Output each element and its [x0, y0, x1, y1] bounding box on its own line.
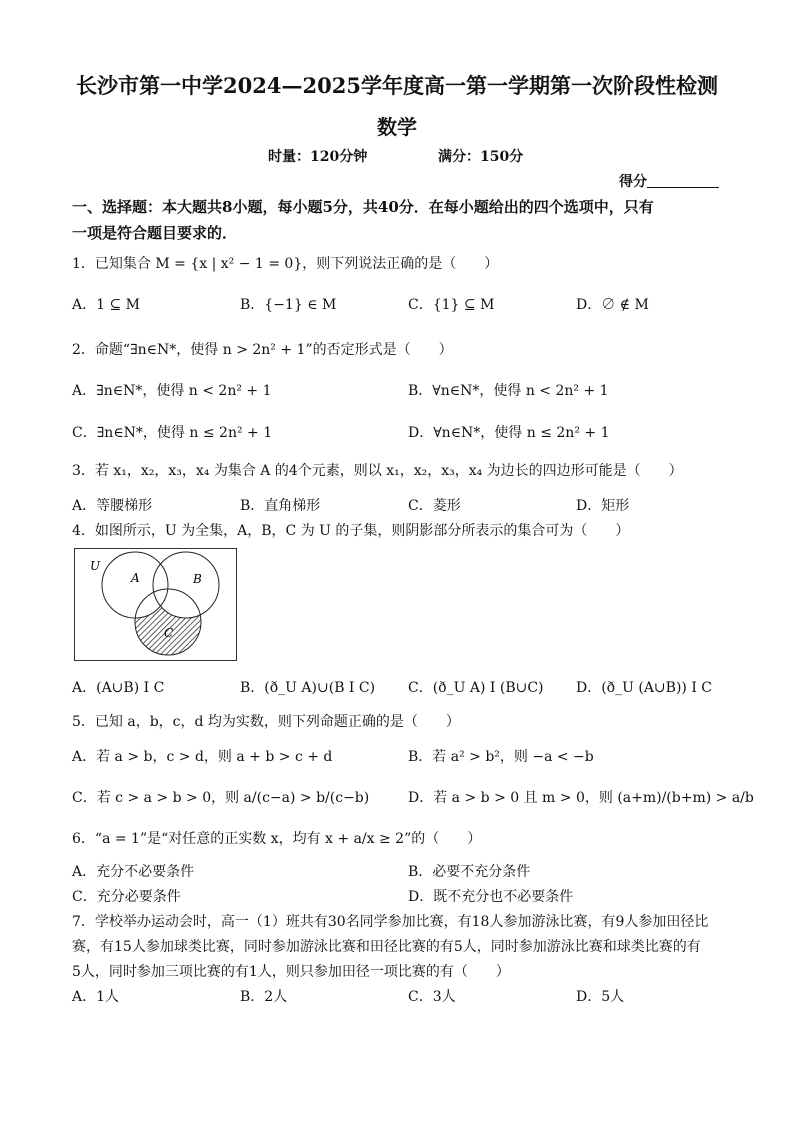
- label-u: U: [90, 559, 101, 573]
- q2-option-a[interactable]: A．∃n∈N*，使得 n < 2n² + 1: [72, 383, 272, 399]
- q6-option-b[interactable]: B．必要不充分条件: [408, 864, 531, 880]
- q5-option-d[interactable]: D．若 a > b > 0 且 m > 0，则 (a+m)/(b+m) > a/b: [408, 790, 754, 806]
- q4-option-c[interactable]: C．(ð_U A) I (B∪C): [408, 680, 544, 696]
- q4-option-d[interactable]: D．(ð_U (A∪B)) I C: [576, 680, 713, 696]
- q3-option-d[interactable]: D．矩形: [576, 498, 630, 514]
- q3-option-c[interactable]: C．菱形: [408, 498, 461, 514]
- q2-option-d[interactable]: D．∀n∈N*，使得 n ≤ 2n² + 1: [408, 425, 610, 441]
- q4-stem: 4．如图所示，U 为全集，A，B，C 为 U 的子集，则阴影部分所表示的集合可为（ ）: [72, 523, 630, 539]
- section1-line2: 一项是符合题目要求的．: [72, 224, 238, 242]
- q7-option-d[interactable]: D．5人: [576, 989, 625, 1005]
- q5-option-a[interactable]: A．若 a > b，c > d，则 a + b > c + d: [72, 749, 333, 765]
- q5-option-b[interactable]: B．若 a² > b²，则 −a < −b: [408, 749, 594, 765]
- score-blank[interactable]: [647, 173, 719, 188]
- q6-option-a[interactable]: A．充分不必要条件: [72, 864, 195, 880]
- q2-option-b[interactable]: B．∀n∈N*，使得 n < 2n² + 1: [408, 383, 609, 399]
- q1-option-c[interactable]: C．{1} ⊆ M: [408, 297, 495, 313]
- q7-line2: 赛，有15人参加球类比赛，同时参加游泳比赛和田径比赛的有5人，同时参加游泳比赛和球类比赛的有: [72, 939, 701, 955]
- q3-option-b[interactable]: B．直角梯形: [240, 498, 321, 514]
- q2-stem: 2．命题“∃n∈N*，使得 n > 2n² + 1”的否定形式是（ ）: [72, 342, 453, 358]
- q6-stem: 6．“a = 1”是“对任意的正实数 x，均有 x + a/x ≥ 2”的（ ）: [72, 831, 482, 847]
- q7-option-c[interactable]: C．3人: [408, 989, 456, 1005]
- subject-title: 数学: [377, 115, 417, 139]
- full-score: 满分：150分: [438, 149, 524, 165]
- q4-option-b[interactable]: B．(ð_U A)∪(B I C): [240, 680, 376, 696]
- q6-option-c[interactable]: C．充分必要条件: [72, 889, 181, 905]
- q1-option-b[interactable]: B．{−1} ∈ M: [240, 297, 337, 313]
- q7-line1: 7．学校举办运动会时，高一（1）班共有30名同学参加比赛，有18人参加游泳比赛，有9人参加田径比: [72, 914, 709, 930]
- time-limit: 时量：120分钟: [268, 149, 368, 165]
- q7-line3: 5人，同时参加三项比赛的有1人，则只参加田径一项比赛的有（ ）: [72, 964, 510, 980]
- q7-option-b[interactable]: B．2人: [240, 989, 288, 1005]
- label-b: B: [193, 572, 202, 586]
- q7-option-a[interactable]: A．1人: [72, 989, 120, 1005]
- exam-title: 长沙市第一中学2024—2025学年度高一第一学期第一次阶段性检测: [76, 73, 718, 98]
- score-field: [619, 173, 719, 191]
- score-label: 得分: [619, 174, 647, 190]
- venn-diagram: [74, 548, 240, 662]
- q4-option-a[interactable]: A．(A∪B) I C: [72, 680, 165, 696]
- q1-stem: 1．已知集合 M = {x | x² − 1 = 0}，则下列说法正确的是（ ）: [72, 256, 499, 272]
- section1-line1: 一、选择题：本大题共8小题，每小题5分，共40分．在每小题给出的四个选项中，只有: [72, 198, 654, 216]
- q2-option-c[interactable]: C．∃n∈N*，使得 n ≤ 2n² + 1: [72, 425, 273, 441]
- q3-stem: 3．若 x₁，x₂，x₃，x₄ 为集合 A 的4个元素，则以 x₁，x₂，x₃，x₄ 为边长的四边形可能是（ ）: [72, 463, 683, 479]
- q1-option-d[interactable]: D．∅ ∉ M: [576, 297, 649, 313]
- label-c: C: [164, 626, 174, 640]
- q5-option-c[interactable]: C．若 c > a > b > 0，则 a/(c−a) > b/(c−b): [72, 790, 370, 806]
- q6-option-d[interactable]: D．既不充分也不必要条件: [408, 889, 574, 905]
- shaded-region: [102, 552, 219, 655]
- q5-stem: 5．已知 a，b，c，d 均为实数，则下列命题正确的是（ ）: [72, 714, 460, 730]
- q1-option-a[interactable]: A．1 ⊆ M: [72, 297, 140, 313]
- label-a: A: [131, 571, 140, 585]
- q3-option-a[interactable]: A．等腰梯形: [72, 498, 153, 514]
